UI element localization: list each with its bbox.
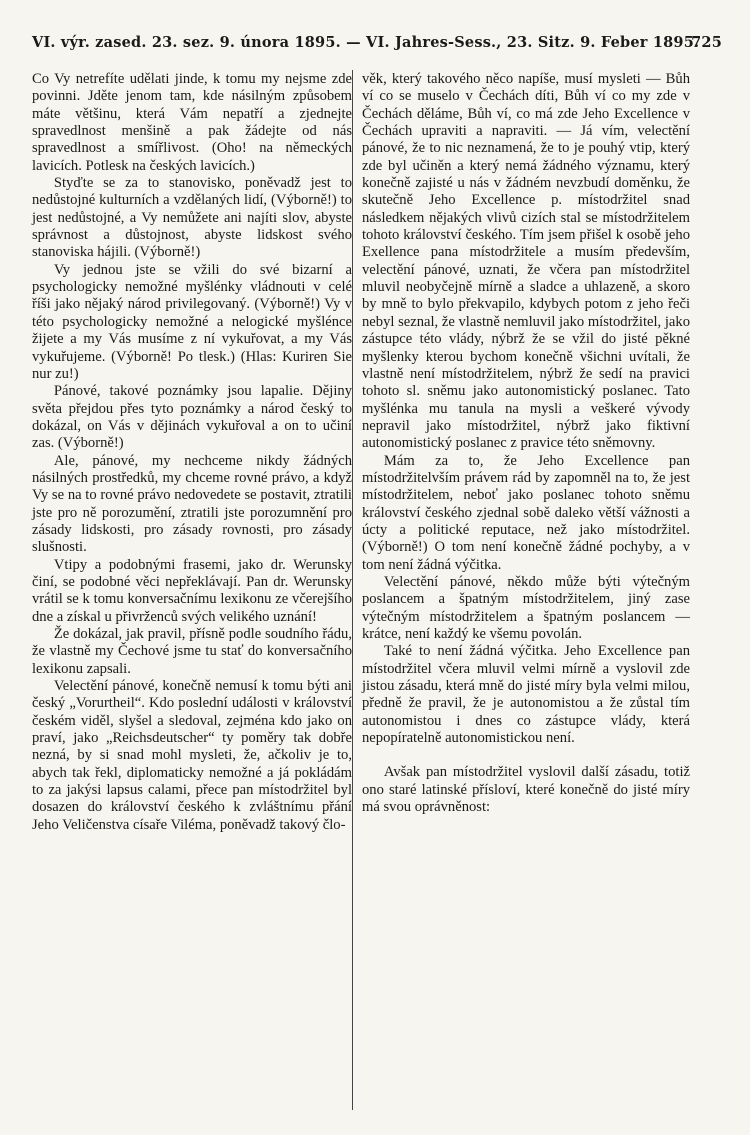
paragraph: Avšak pan místodržitel vyslovil další zásadu, totiž ono staré latinské přísloví, které konečně do jisté míry má svou oprávněnost: (362, 764, 690, 816)
paragraph: Velectění pánové, někdo může býti výtečným poslancem a špatným místodržitelem, jiný zase výtečným místodržitelem a špatným poslancem — krátce, není každý ke všemu povolán. (362, 573, 690, 642)
right-column (362, 71, 690, 816)
paragraph: Vy jednou jste se vžili do své bizarní a psychologicky nemožné myšlénky vládnouti v celé říši jako nějaký národ privilegovaný. (Výborně!) Vy v této psychologicky nemožné a nelogické myšlénce žijete a my Vás musíme z ní vykuřovat, a my Vás vykuřujeme. (Výborně! Po tlesk.) (Hlas: Kuriren Sie nur zu!) (32, 261, 352, 382)
paragraph: věk, který takového něco napíše, musí mysleti — Bůh ví co se muselo v Čechách díti, Bůh ví co my zde v Čechách děláme, Bůh ví, co má zde Jeho Excellence v Čechách upraviti a napraviti. — Já vím, velectění pánové, že to nic neznamená, že to je pouhý vtip, který zde byl učiněn a který nemá žádného významu, který konečně zajisté u nás v žádném nevzbudí doměnku, že skutečně Jeho Excellence p. místodržitel snad následkem nějakých vlivů cizích stal se místodržitelem tohoto království českého. Tím jsem přišel k osobě jeho Exellence pana místodržitele a musím především, velectění pánové, uznati, že včera pan místodržitel mluvil neobyčejně mírně a sladce a uhlazeně, a skoro by mně to bylo překvapilo, kdybych potom z jeho řeči nebyl seznal, že vlastně nemluvil jako místodržitel, jako zástupce této vlády, nýbrž že se vžil do jisté pěkné myšlenky kterou bychom konečně všichni uvítali, že vlastně není místodržitelem, nýbrž že sedí na pravici tohoto sl. sněmu jako autonomistický poslanec. Tato myšlénka mu tanula na mysli a veškeré vývody nepravil jako místodržitel, nýbrž jako fiktivní autonomistický poslanec z pravice této sněmovny. (362, 71, 690, 452)
column-divider (352, 70, 353, 1110)
page-header (32, 34, 722, 58)
paragraph: Mám za to, že Jeho Excellence pan místodržitelvším právem rád by zapomněl na to, že jest místodržitelem, neboť jako poslanec tohoto sněmu království českého zjednal sobě daleko větší vážnosti a úcty a politické reputace, než jako místodržitel. (Výborně!) O tom není konečně žádné pochyby, a v tom není žádná výčitka. (362, 452, 690, 573)
page-number: 725 (691, 34, 722, 51)
paragraph: Že dokázal, jak pravil, přísně podle soudního řádu, že vlastně my Čechové jsme tu stať do konversačního lexikonu zapsali. (32, 626, 352, 677)
paragraph: Velectění pánové, konečně nemusí k tomu býti ani český „Vorurtheil“. Kdo poslední události v království českém viděl, slyšel a sledoval, zejména kdo jako on praví, jako „Reichsdeutscher“ ty poměry tak dobře nezná, by si snad mohl mysleti, že, ačkoliv je to, abych tak řekl, diplomaticky nemožné a já pokládám to za jakýsi lapsus calami, přece pan místodržitel byl dosazen do království českého k zvláštnímu přání Jeho Veličenstva císaře Viléma, poněvadž takový člo- (32, 678, 352, 833)
paragraph: Styďte se za to stanovisko, poněvadž jest to nedůstojné kulturních a vzdělaných lidí, (Výborně!) to jest nedůstojné, a Vy nemůžete ani najíti slov, abyste správnost a důstojnost, abyste lidskost svého stanoviska hájili. (Výborně!) (32, 175, 352, 261)
paragraph: Také to není žádná výčitka. Jeho Excellence pan místodržitel včera mluvil velmi mírně a vyslovil zde jistou zásadu, která mně do jisté míry byla velmi milou, předně že pravil, že je autonomistou a že zůstal tím autonomistou i dnes co zástupce vlády, která nepopíratelně autonomistickou není. (362, 643, 690, 747)
running-header: VI. výr. zased. 23. sez. 9. února 1895. — VI. Jahres-Sess., 23. Sitz. 9. Feber 1895. (32, 34, 700, 51)
paragraph: Ale, pánové, my nechceme nikdy žádných násilných prostředků, my chceme rovné právo, a když Vy se na to rovné právo nedovedete se postavit, ztratili jste pro ně porozumění, ztratili jste porozumnění pro zásady lidskosti, pro zásady rovnosti, pro zásady slušnosti. (32, 452, 352, 556)
paragraph: Pánové, takové poznámky jsou lapalie. Dějiny světa přejdou přes tyto poznámky a národ český to dokázal, on Vás v dějinách vykuřoval a on to učiní zas. (Výborně!) (32, 383, 352, 452)
paragraph: Vtipy a podobnými frasemi, jako dr. Werunsky činí, se podobné věci nepřeklávají. Pan dr. Werunsky vrátil se k tomu konversačnímu lexikonu ze včerejšího dne a získal u přivrženců svých velikého uznání! (32, 556, 352, 625)
paragraph: Co Vy netrefíte udělati jinde, k tomu my nejsme zde povinni. Jděte jenom tam, kde násilným způsobem máte většinu, která Vám nepatří a zjednejte spravedlnost menšině a pak žádejte od nás spravedlnost a smířlivost. (Oho! na německých lavicích. Potlesk na českých lavicích.) (32, 71, 352, 174)
left-column (32, 71, 352, 834)
